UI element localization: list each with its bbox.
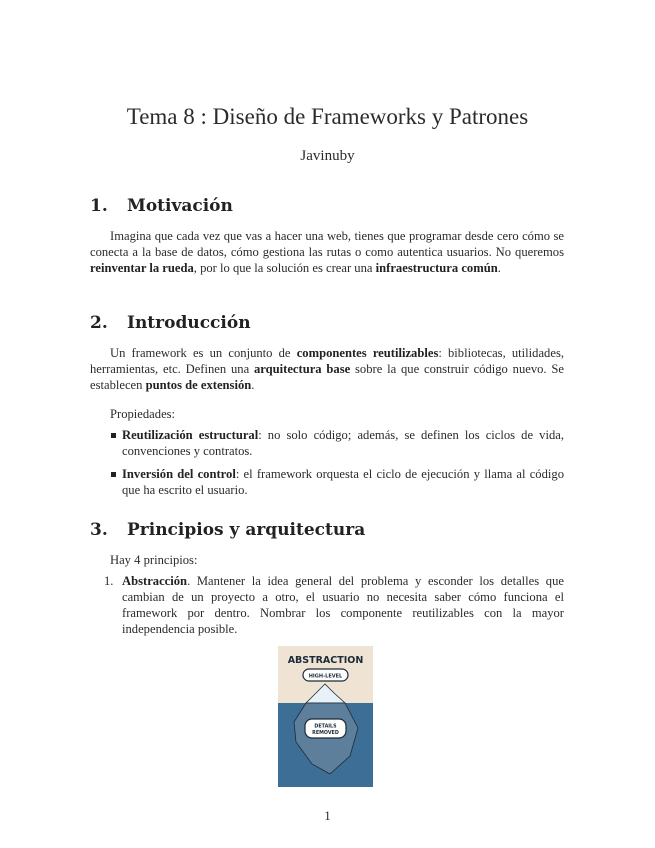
bold-term: Inversión del control xyxy=(122,467,236,481)
document-author: Javinuby xyxy=(300,148,355,164)
figure-title: ABSTRACTION xyxy=(287,655,364,666)
section-paragraph xyxy=(90,345,564,393)
section-title: Motivación xyxy=(127,196,233,216)
properties-label: Propiedades: xyxy=(110,407,176,421)
section-heading xyxy=(90,196,233,216)
section-heading xyxy=(90,520,365,540)
text-run: sobre la que construir código nuevo. Se establecen xyxy=(90,362,564,392)
section-number: 3. xyxy=(90,520,108,540)
abstraction-iceberg-figure xyxy=(278,646,373,787)
list-item xyxy=(122,573,564,637)
section-title: Introducción xyxy=(127,313,251,333)
text-run: . xyxy=(251,378,255,392)
enum-marker: 1. xyxy=(104,574,114,588)
list-item xyxy=(122,466,564,498)
principles-intro: Hay 4 principios: xyxy=(110,553,198,567)
bold-term: puntos de extensión xyxy=(145,378,252,392)
bold-term: componentes reutilizables xyxy=(296,346,439,360)
text-run: : bibliotecas, utilidades, herramientas, etc. Definen una xyxy=(90,346,564,376)
section-number: 1. xyxy=(90,196,108,216)
high-level-label: HIGH-LEVEL xyxy=(308,673,343,680)
list-item xyxy=(122,427,564,459)
text-run: , por lo que la solución es crear una xyxy=(193,261,376,275)
section-heading xyxy=(90,313,251,333)
text-run: . Mantener la idea general del problema y esconder los detalles que cambian de un proyecto a otro, el usuario no necesita saber cómo funciona el framework por dentro. Nombrar los componente reutilizables con la mayor independencia posible. xyxy=(122,574,564,636)
page-number: 1 xyxy=(324,808,331,823)
bold-term: infraestructura común xyxy=(375,261,498,275)
bold-term: Abstracción xyxy=(122,574,188,588)
section-paragraph xyxy=(90,228,564,276)
details-removed-label-line2: REMOVED xyxy=(312,731,339,736)
text-run: . xyxy=(497,261,501,275)
text-run: : no solo código; además, se definen los ciclos de vida, convenciones y contratos. xyxy=(122,428,564,458)
bold-term: reinventar la rueda xyxy=(90,261,194,275)
text-run: : el framework orquesta el ciclo de ejecución y llama al código que ha escrito el usuario. xyxy=(122,467,564,497)
text-run: Imagina que cada vez que vas a hacer una web, tienes que programar desde cero cómo se conecta a la base de datos, cómo gestiona las rutas o como autentica usuarios. No queremos xyxy=(90,229,564,259)
document-title: Tema 8 : Diseño de Frameworks y Patrones xyxy=(126,104,529,129)
bullet-marker xyxy=(111,433,116,438)
bold-term: arquitectura base xyxy=(253,362,351,376)
text-run: Un framework es un conjunto de xyxy=(110,346,297,360)
bullet-marker xyxy=(111,472,116,477)
section-title: Principios y arquitectura xyxy=(127,520,366,540)
details-removed-label-line1: DETAILS xyxy=(314,724,337,730)
section-number: 2. xyxy=(90,313,108,333)
bold-term: Reutilización estructural xyxy=(122,428,259,442)
